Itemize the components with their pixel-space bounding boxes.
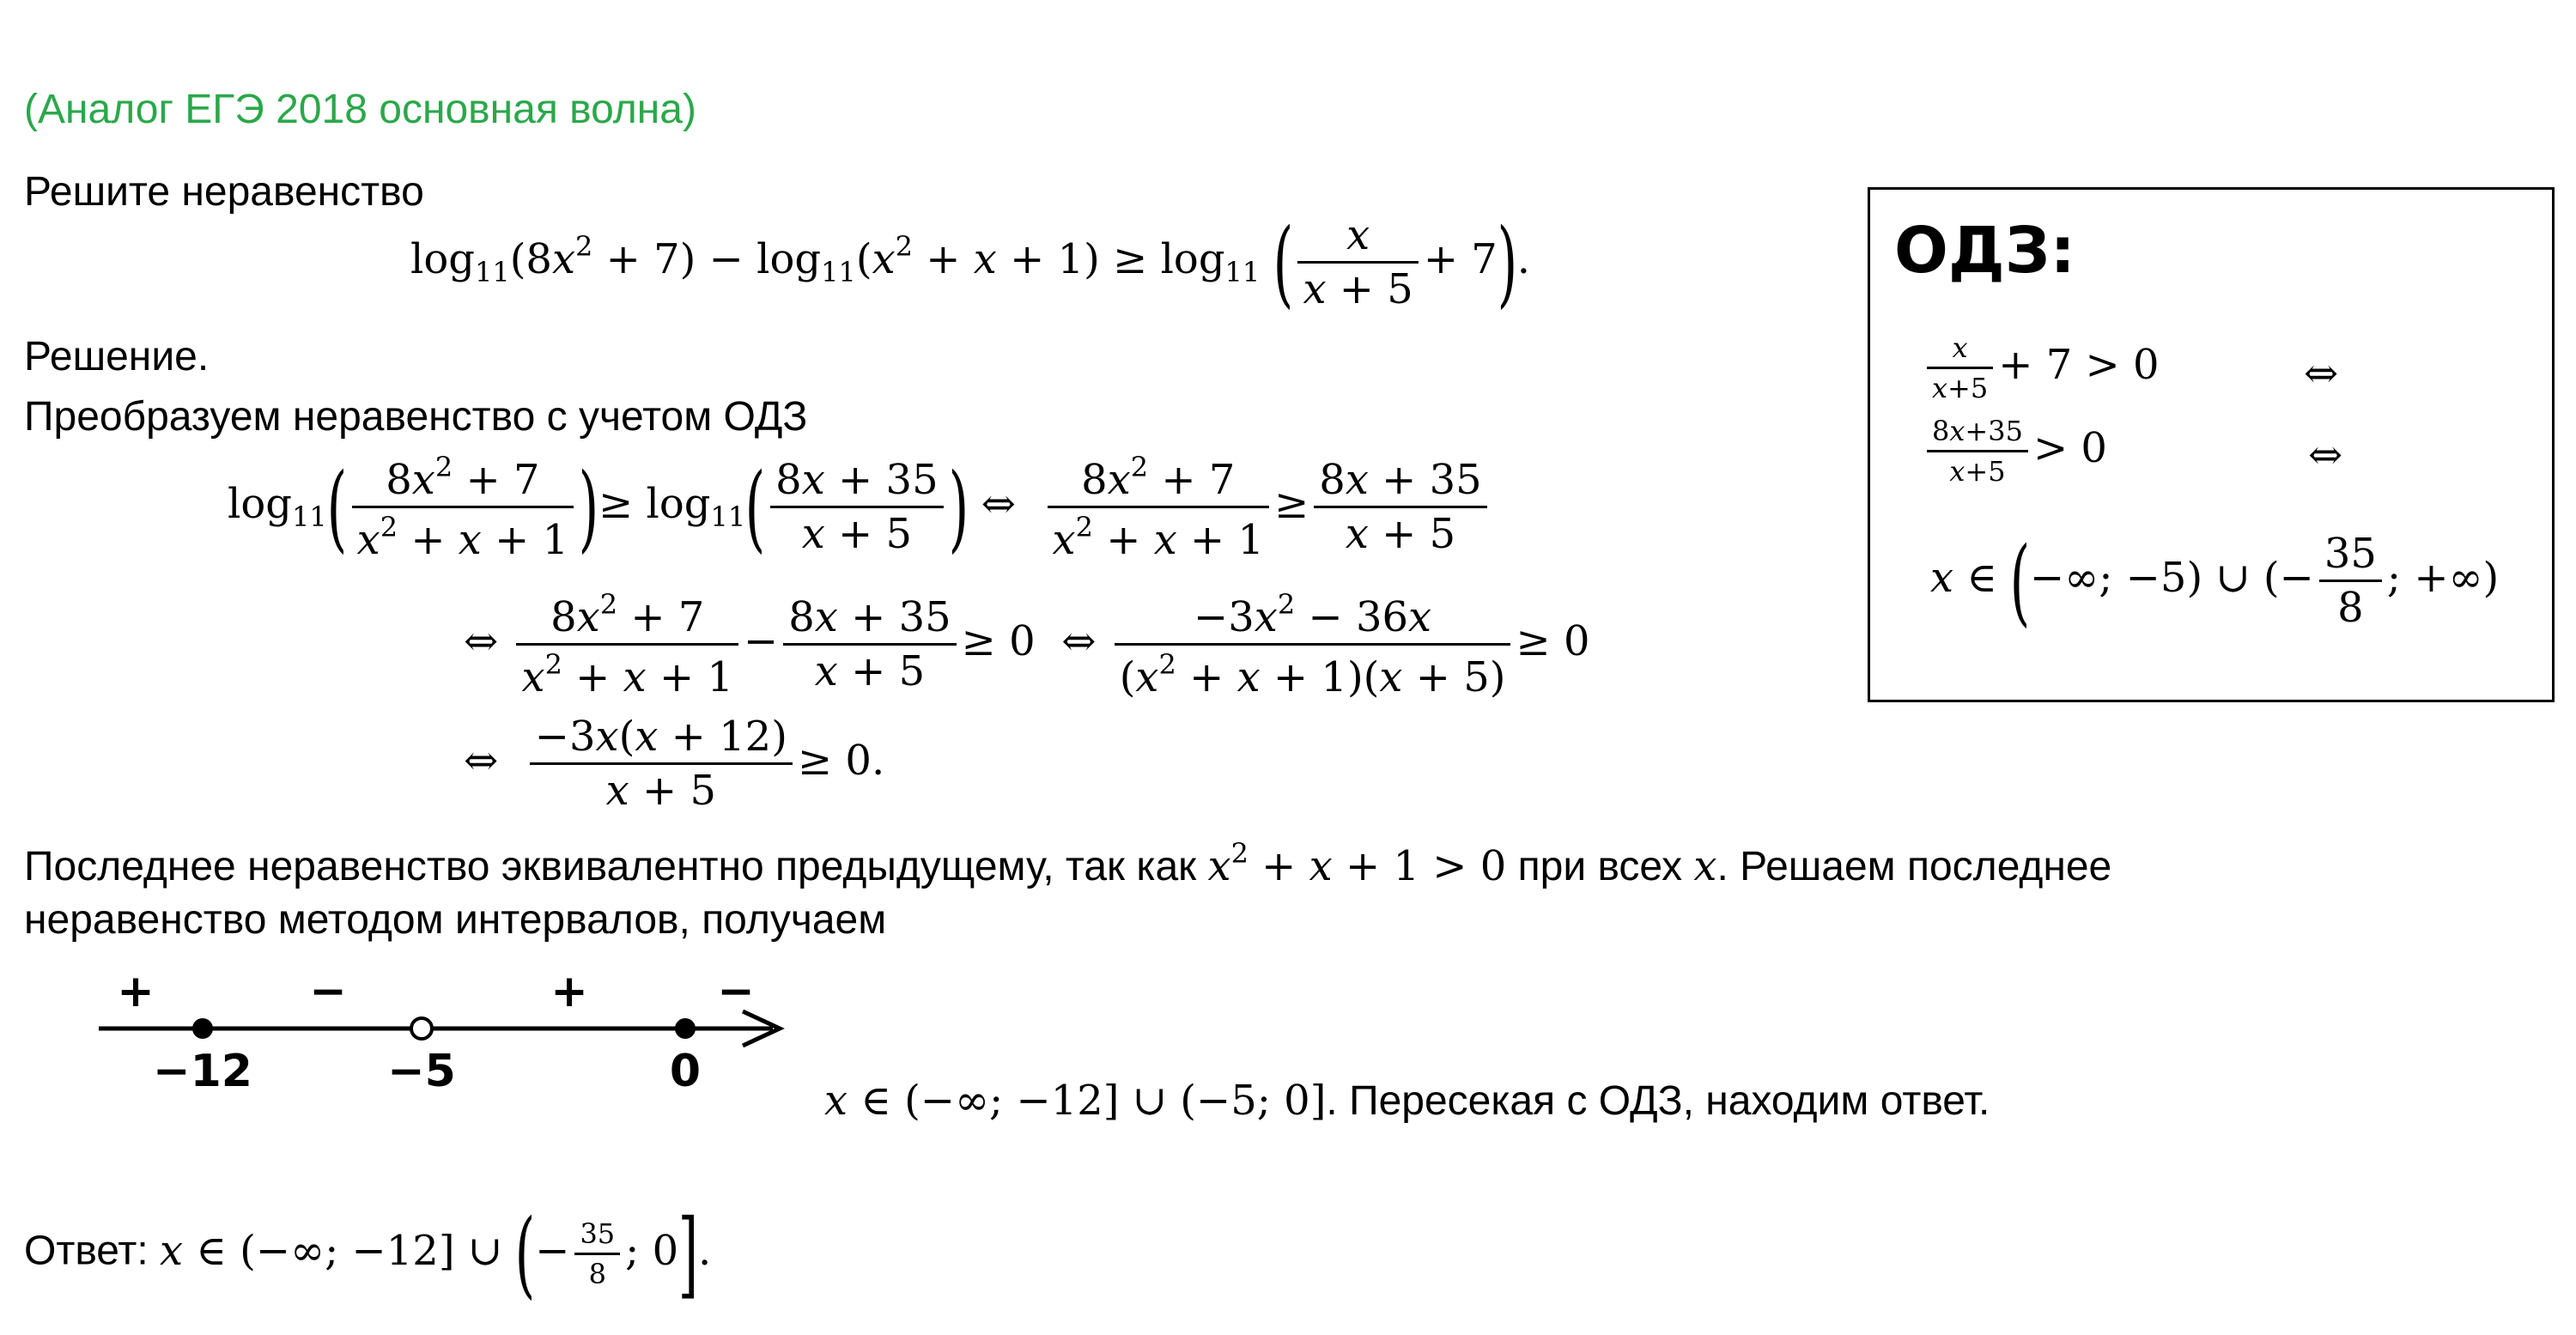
para-part-c: . Решаем последнее bbox=[1716, 844, 2112, 889]
main-inequality: $\log_{11}(8x^2 + 7) - \log_{11}(x^2 + x + 1) \ge \log_{11}$ ( $\frac{x}{x + 5}$ + 7). bbox=[410, 207, 1531, 318]
point-minus-5 bbox=[411, 1018, 432, 1039]
label-minus-5: −5 bbox=[387, 1046, 456, 1097]
sign-4: − bbox=[717, 966, 755, 1017]
odz-equiv-1: ⇔ bbox=[2304, 349, 2339, 397]
sign-1: + bbox=[117, 966, 155, 1017]
intersect-text: . Пересекая с ОДЗ, находим ответ. bbox=[1326, 1078, 1990, 1124]
para-part-b: при всех bbox=[1517, 844, 1683, 889]
number-line bbox=[86, 962, 807, 1107]
transform-step-2: ⇔ $\frac{8x^2 + 7}{x^2 + x + 1}$ − $\frac{8x + 35}{x + 5}$ ≥ 0 ⇔ $\frac{-3x^2 - 36x}{(x^2 + x + 1)(x + 5)}$ ≥ 0 bbox=[464, 588, 1590, 701]
para-part-a: Последнее неравенство эквивалентно предыдущему, так как bbox=[24, 844, 1197, 889]
odz-box bbox=[1868, 187, 2555, 702]
sign-3: + bbox=[550, 966, 588, 1017]
label-zero: 0 bbox=[669, 1046, 702, 1097]
equivalence-paragraph: Последнее неравенство эквивалентно предыдущему, так как $x^2 + x + 1 > 0$ при всех x. Решаем последнее bbox=[24, 837, 2112, 890]
positivity-expression: $x^2 + x + 1 > 0$ bbox=[1207, 837, 1507, 890]
odz-result: x ∈ (−∞; −5) ∪ (− $\frac{35}{8}$ ; +∞) bbox=[1930, 525, 2500, 636]
transform-step-1: $\log_{11}$( $\frac{8x^2 + 7}{x^2 + x + 1}$ )≥ $\log_{11}$( $\frac{8x + 35}{x + 5}$ ) ⇔ $\frac{8x^2 + 7}{x^2 + x + 1}$ ≥ $\frac{8x + 35}{x + 5}$ bbox=[228, 453, 1492, 561]
exam-subtitle: (Аналог ЕГЭ 2018 основная волна) bbox=[24, 87, 696, 132]
interval-set: x ∈ (−∞; −12] ∪ (−5; 0] bbox=[824, 1077, 1327, 1125]
answer-label: Ответ: bbox=[24, 1228, 149, 1274]
odz-condition-1: $\frac{x}{x+5}$ + 7 > 0 bbox=[1922, 334, 2160, 402]
label-minus-12: −12 bbox=[153, 1046, 252, 1097]
odz-condition-2: $\frac{8x+35}{x+5}$ > 0 bbox=[1922, 417, 2107, 485]
task-prompt: Решите неравенство bbox=[24, 169, 424, 215]
transform-text: Преобразуем неравенство с учетом ОДЗ bbox=[24, 394, 808, 440]
answer-set: x ∈ (−∞; −12] ∪ (− $\frac{35}{8}$ ; 0]. bbox=[160, 1198, 712, 1308]
answer-line bbox=[24, 1198, 712, 1308]
point-zero bbox=[675, 1018, 696, 1039]
sign-2: − bbox=[309, 966, 347, 1017]
point-minus-12 bbox=[192, 1018, 213, 1039]
odz-title: ОДЗ: bbox=[1894, 214, 2075, 288]
solution-label: Решение. bbox=[24, 334, 210, 379]
transform-step-3: ⇔ $\frac{-3x(x + 12)}{x + 5}$ ≥ 0. bbox=[464, 713, 885, 815]
interval-result bbox=[824, 1077, 1990, 1125]
odz-equiv-2: ⇔ bbox=[2308, 431, 2343, 479]
interval-method-text: неравенство методом интервалов, получаем bbox=[24, 897, 887, 943]
